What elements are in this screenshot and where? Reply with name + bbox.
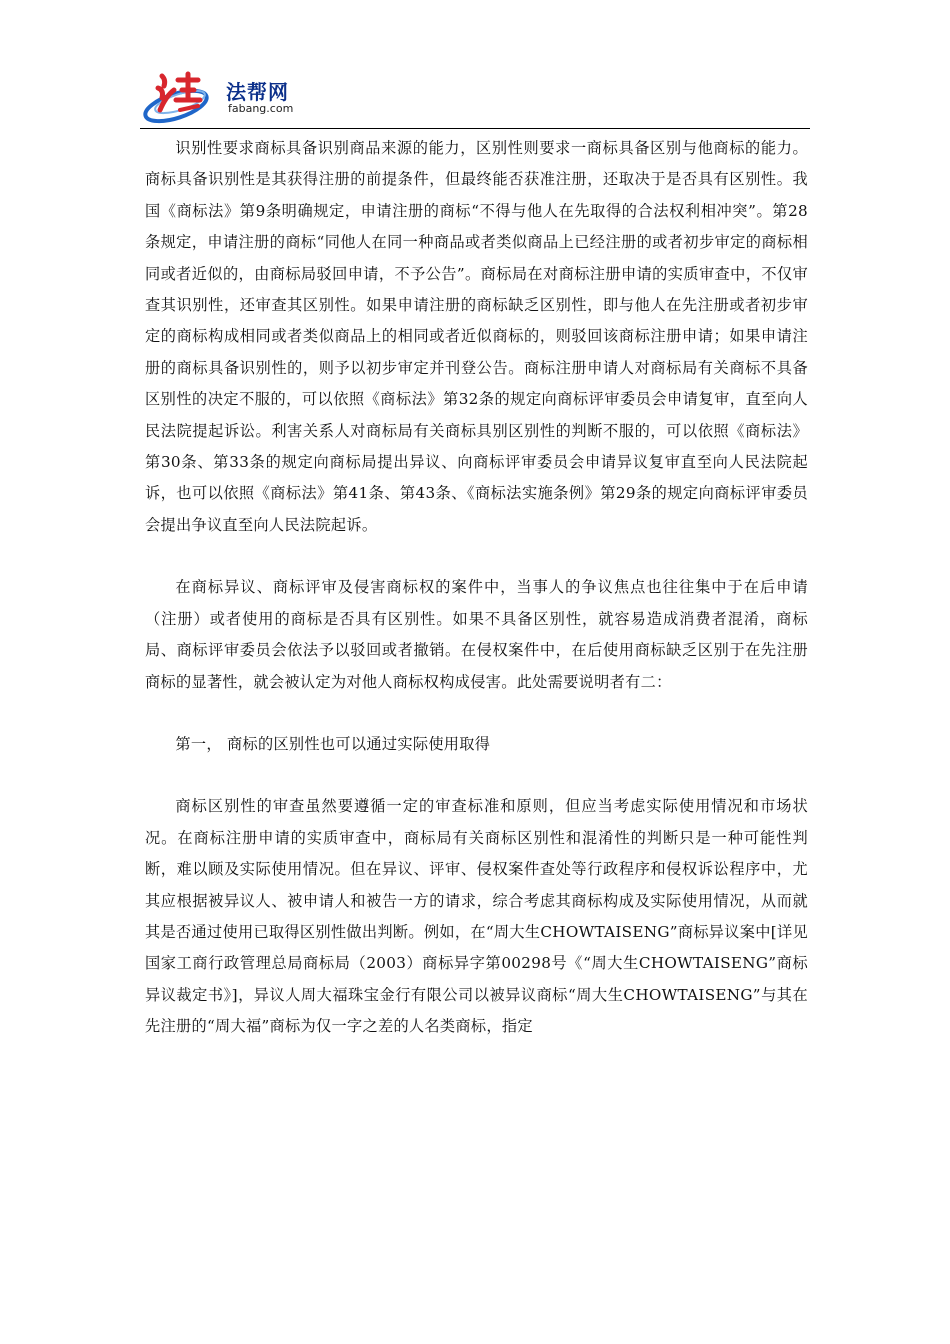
page-header (140, 60, 810, 128)
document-body (145, 133, 808, 1043)
paragraph-actual-use: 商标区别性的审查虽然要遵循一定的审查标准和原则，但应当考虑实际使用情况和市场状况。在商标注册申请的实质审查中，商标局有关商标区别性和混淆性的判断只是一种可能性判断，难以顾及实际使用情况。但在异议、评审、侵权案件查处等行政程序和侵权诉讼程序中，尤其应根据被异议人、被申请人和被告一方的请求，综合考虑其商标构成及实际使用情况，从而就其是否通过使用已取得区别性做出判断。例如，在“周大生CHOWTAISENG”商标异议案中[详见国家工商行政管理总局商标局（2003）商标异字第00298号《“周大生CHOWTAISENG”商标异议裁定书》]，异议人周大福珠宝金行有限公司以被异议商标“周大生CHOWTAISENG”与其在先注册的“周大福”商标为仅一字之差的人名类商标，指定 (145, 797, 808, 1036)
paragraph-distinctiveness-overview: 识别性要求商标具备识别商品来源的能力，区别性则要求一商标具备区别与他商标的能力。商标具备识别性是其获得注册的前提条件，但最终能否获准注册，还取决于是否具有区别性。我国《商标法》第9条明确规定，申请注册的商标“不得与他人在先取得的合法权利相冲突”。第28条规定，申请注册的商标“同他人在同一种商品或者类似商品上已经注册的或者初步审定的商标相同或者近似的，由商标局驳回申请，不予公告”。商标局在对商标注册申请的实质审查中，不仅审查其识别性，还审查其区别性。如果申请注册的商标缺乏区别性，即与他人在先注册或者初步审定的商标构成相同或者类似商品上的相同或者近似商标的，则驳回该商标注册申请；如果申请注册的商标具备识别性的，则予以初步审定并刊登公告。商标注册申请人对商标局有关商标不具备区别性的决定不服的，可以依照《商标法》第32条的规定向商标评审委员会申请复审，直至向人民法院提起诉讼。利害关系人对商标局有关商标具别区别性的判断不服的，可以依照《商标法》第30条、第33条的规定向商标局提出异议、向商标评审委员会申请异议复审直至向人民法院起诉，也可以依照《商标法》第41条、第43条、《商标法实施条例》第29条的规定向商标评审委员会提出争议直至向人民法院起诉。 (145, 139, 808, 534)
paragraph-dispute-focus: 在商标异议、商标评审及侵害商标权的案件中，当事人的争议焦点也往往集中于在后申请（注册）或者使用的商标是否具有区别性。如果不具备区别性，就容易造成消费者混淆，商标局、商标评审委员会依法予以驳回或者撤销。在侵权案件中，在后使用商标缺乏区别于在先注册商标的显著性，就会被认定为对他人商标权构成侵害。此处需要说明者有二： (145, 578, 808, 691)
fabang-logo-icon (140, 66, 220, 126)
section-heading-first: 第一， 商标的区别性也可以通过实际使用取得 (175, 734, 491, 753)
brand-name: 法帮网 (226, 80, 289, 104)
brand-domain: fabang.com (228, 102, 294, 115)
header-divider (140, 128, 810, 129)
